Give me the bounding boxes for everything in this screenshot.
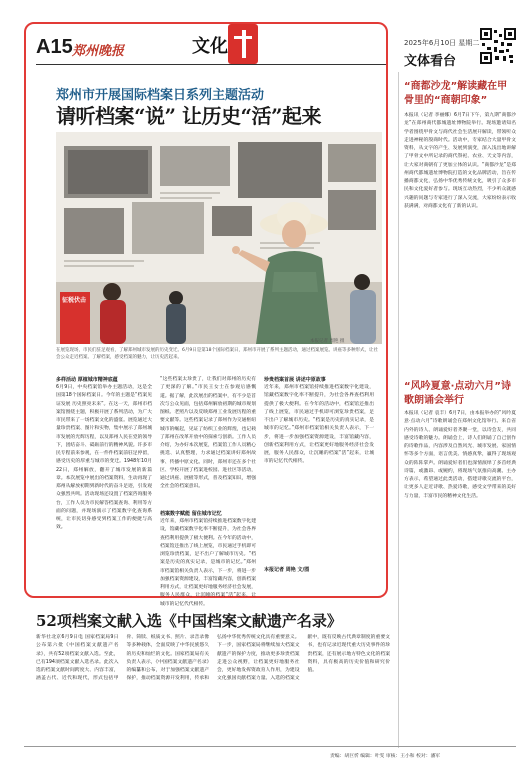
newspaper-name: 郑州晚报 <box>72 44 125 59</box>
article-kicker: 郑州市开展国际档案日系列主题活动 <box>56 88 265 103</box>
sidebar-article-2-title: “风吟夏意·点动六月”诗歌朗诵会举行 <box>404 381 511 406</box>
qr-code-icon <box>480 28 516 64</box>
footer-rule <box>24 746 516 747</box>
photo-banner-text: 征税伏击 <box>62 297 87 304</box>
lower-article-text: 新华社北京6月9日电 国家档案局9日公布第六批《中国档案文献遗产名录》，共有52项档案文献入选。至此，已有194项档案文献入选名录。此次入选的档案文献时间跨度大、内容丰富，涵盖古代、近代和现代，形式包括甲骨、简牍、纸质文书、照片、录音录像等多种载体，全面反映了中华民族悠久的历史和灿烂的文化。国家档案局有关负责人表示，《中国档案文献遗产名录》的编纂和公布，对于加强档案文献遗产保护，推动档案资源开发利用，传承和弘扬中华优秀传统文化具有重要意义。下一步，国家档案局将继续加大档案文献遗产的保护力度，推动更多珍贵档案走进公众视野，让档案更好地服务社会，更好地发挥资政育人作用，为建设文化强国贡献档案力量。入选的档案文献中，既有反映古代典章制度的重要文书，也有记录近现代重大历史事件的珍贵档案，还有展示地方特色文化的档案资料，具有极高的历史价值和研究价值。 <box>36 635 390 682</box>
column-2-text: “这些档案太珍贵了，让我们对郑州的历史有了更深的了解。”市民王女士在参观后感慨道。据了解，此次展出的档案中，有不少是首次与公众见面，包括郑州解放初期的城市规划图纸、老照片以及反映郑州工业发展历程的重要文献等。这些档案记录了郑州作为交通枢纽城市的崛起，见证了纺织工业的辉煌，也记载了郑州在改革开放中的探索与创新。工作人员介绍，为办好本次展览，档案馆工作人员精心挑选、认真整理，力求通过档案讲好郑州故事、传播中原文化。同时，郑州市还在多个社区、学校开展了档案进校园、进社区等活动，通过讲座、展板等形式，普及档案知识，增强全社会的档案意识。 <box>160 377 256 490</box>
section-logo-text: 文化 <box>192 36 228 57</box>
sidebar-article-2-text: 本报讯（记者 袁丰）6月7日，由本报举办的“风吟夏意·点动六月”诗歌朗诵会在郑州文化馆举行。来自省内外的诗人、朗诵爱好者齐聚一堂，以诗会友，共同感受诗歌的魅力。朗诵会上，诗人们朗诵了自己创作的诗歌作品，内容涉及自然风光、城市发展、家国情怀等多个方面，语言优美、情感真挚，赢得了现场观众的阵阵掌声。朗诵爱好者们也深情演绎了多首经典诗篇，或激昂、或婉约，将现场气氛推向高潮。主办方表示，希望通过此类活动，搭建诗歌交流的平台，让更多人走近诗歌、热爱诗歌，感受文学带来的美好与力量，丰富市民的精神文化生活。 <box>404 411 516 499</box>
sidebar-article-1-text: 本报讯（记者 李丽娜）6月7日下午，第九期“商都沙龙”在郑州商代都城遗址博物院举行。现场邀请知名学者围绕甲骨文与商代社会生活展开解读，带领听众走进神秘的殷商时代。活动中，专家结合大量甲骨文资料，从文字的产生、发展到演变，深入浅出地讲解了甲骨文中所记录的商代祭祀、农业、天文等内容，让大家对商朝有了更加立体的认识。“商都沙龙”是郑州商代都城遗址博物院打造的文化品牌活动，旨在传播商都文化，弘扬中华优秀传统文化，吸引了众多市民和文化爱好者参与。现场互动热烈，不少听众就感兴趣的问题与专家进行了深入交流，大家纷纷表示收获满满，对商都文化有了新的认识。 <box>404 113 516 209</box>
sidebar-divider <box>398 72 399 748</box>
column-2-subhead: 档案数字赋能 留住城市记忆 <box>160 511 222 517</box>
date-line: 2025年6月10日 星期二 <box>404 39 480 47</box>
photo-credit: 本报记者 周艳 摄 <box>310 339 345 344</box>
section-title: 文体看台 <box>404 54 457 69</box>
exhibition-photo <box>56 132 382 344</box>
editor-credits: 责编：胡巨忻 编辑：叶雯 审核：王小和 校对：潘军 <box>330 754 441 759</box>
article-photo <box>56 132 382 344</box>
article-byline: 本报记者 周艳 文/图 <box>264 567 310 573</box>
page-number: A15 <box>36 36 73 58</box>
column-2b-text: 近年来，郑州市档案馆持续推进档案数字化建设，馆藏档案数字化率不断提升，为社会各界查档利用提供了极大便利。在今年的活动中，档案馆还推出了线上展览，市民通过手机即可浏览珍贵档案，足不出户了解城市历史。“档案是历史的真实记录，是城市的记忆。”郑州市档案馆相关负责人表示，下一步，将进一步加强档案资源建设，丰富馆藏内容，创新档案利用方式，让档案更好地服务经济社会发展，服务人民群众，让沉睡的档案“活”起来，让城市的记忆代代相传。 <box>160 519 256 607</box>
column-3-text: 近年来，郑州市档案馆持续推进档案数字化建设，馆藏档案数字化率不断提升，为社会各界查档利用提供了极大便利。在今年的活动中，档案馆还推出了线上展览，市民通过手机即可浏览珍贵档案，足不出户了解城市历史。“档案是历史的真实记录，是城市的记忆。”郑州市档案馆相关负责人表示，下一步，将进一步加强档案资源建设，丰富馆藏内容，创新档案利用方式，让档案更好地服务经济社会发展，服务人民群众，让沉睡的档案“活”起来，让城市的记忆代代相传。 <box>264 385 374 465</box>
sidebar-article-1-title: “商都沙龙”解读藏在甲骨里的“商朝印象” <box>404 81 508 106</box>
lower-article-title: 52项档案文献入选《中国档案文献遗产名录》 <box>36 612 342 630</box>
photo-caption: 在展览现场，市民们驻足观看，了解郑州城市发展的历史变迁。6月9日是第18个国际档案日，郑州市开展了系列主题活动，通过档案展览、讲座等多种形式，让社会公众走近档案、了解档案，感受档案的魅力，让历史活起来。 <box>56 348 378 360</box>
column-1-subhead: 多样活动 厚植城市精神底蕴 <box>56 377 118 383</box>
article-headline: 请听档案“说” 让历史“活”起来 <box>56 104 321 128</box>
column-1-text: 6月9日，中央档案馆举办主题活动，这是全国第18个国际档案日。今年的主题是“档案见证发展 历史照亮未来”。在这一天，郑州市档案馆围绕主题，积极开展了系列活动，为广大市民带来了一场档案文化的盛宴。展览通过大量珍贵档案、图片和实物，集中展示了郑州城市发展的光辉历程，以及郑州人民在党的领导下，团结奋斗、砥砺前行的精神风貌。许多市民专程前来参观，在一件件档案前驻足停留，感受历史的厚重与城市的变迁。1948年10月22日，郑州解放，翻开了城市发展的新篇章。本次展览中展出的档案资料，生动再现了郑州从解放初期到新时代的奋斗足迹，引发观众强烈共鸣。活动现场还设置了档案咨询服务台，工作人员为市民解答档案查询、利用等方面的问题，并现场演示了档案数字化查询系统，让市民切身感受到档案工作的便捷与高效。 <box>56 385 152 531</box>
column-3-subhead: 珍贵档案首展 讲述中原故事 <box>264 377 326 383</box>
